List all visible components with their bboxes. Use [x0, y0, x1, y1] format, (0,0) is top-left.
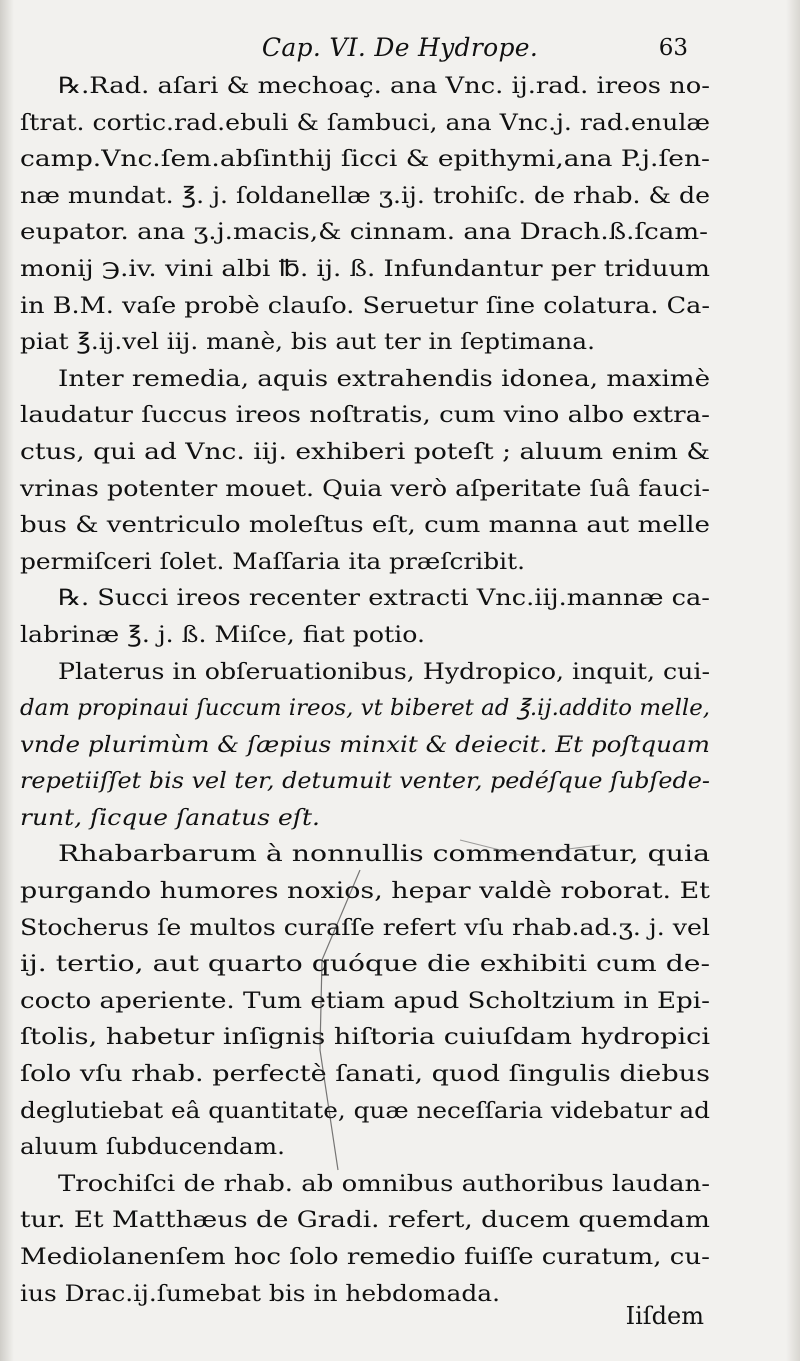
- text-line: [0, 1166, 800, 1203]
- text-line-content: tur. Et Matthæus de Gradi. refert, ducem quemdam: [20, 1207, 710, 1234]
- text-line: [0, 288, 800, 325]
- text-line-content: Inter remedia, aquis extrahendis idonea, maximè: [58, 365, 711, 392]
- text-line: [0, 1019, 800, 1056]
- page-number: 63: [658, 35, 688, 61]
- text-line: [0, 324, 800, 361]
- text-line-content: labrinæ ℥. j. ß. Miſce, fiat potio.: [20, 621, 425, 648]
- text-line-content: camp.Vnc.ſem.abſinthij ſicci & epithymi,ana P.j.ſen-: [20, 146, 710, 173]
- running-title: Cap. VI. De Hydrope.: [261, 33, 539, 62]
- text-line: [0, 105, 800, 142]
- text-line: [0, 580, 800, 617]
- catchword-row: [0, 1296, 800, 1336]
- text-line-content: runt, ſicque ſanatus eſt.: [20, 804, 321, 831]
- text-line: [0, 690, 800, 727]
- text-line: [0, 800, 800, 837]
- text-line: [0, 617, 800, 654]
- text-line: [0, 214, 800, 251]
- text-line-content: ius Drac.ij.ſumebat bis in hebdomada.: [20, 1280, 501, 1307]
- text-line: [0, 910, 800, 947]
- body-text: [0, 68, 800, 1312]
- text-line: [0, 251, 800, 288]
- text-line: [0, 178, 800, 215]
- text-line-content: laudatur ſuccus ireos noſtratis, cum vino albo extra-: [20, 402, 711, 429]
- text-line-content: næ mundat. ℥. j. ſoldanellæ ʒ.ij. trohiſc. de rhab. & de: [20, 182, 711, 209]
- text-line-content: ℞.Rad. aſari & mechoaç. ana Vnc. ij.rad. ireos no-: [58, 73, 710, 99]
- text-line: [0, 507, 800, 544]
- text-line: [0, 1202, 800, 1239]
- text-line: [0, 544, 800, 581]
- text-line: [0, 1239, 800, 1276]
- text-line: [0, 763, 800, 800]
- text-line: [0, 836, 800, 873]
- text-line-content: in B.M. vaſe probè clauſo. Seruetur ſine colatura. Ca-: [20, 292, 711, 319]
- text-line-content: aluum ſubducendam.: [20, 1134, 285, 1161]
- text-line-content: repetiiſſet bis vel ter, detumuit venter, pedéſque ſubſede-: [20, 768, 710, 795]
- text-line-content: cocto aperiente. Tum etiam apud Scholtzium in Epi-: [20, 987, 710, 1014]
- text-line: [0, 1129, 800, 1166]
- text-line: [0, 471, 800, 508]
- text-line-content: Rhabarbarum à nonnullis commendatur, quia: [58, 841, 710, 868]
- text-line: [0, 361, 800, 398]
- text-line-content: monij ℈.iv. vini albi ℔. ij. ß. Infundantur per triduum: [20, 255, 711, 282]
- text-line-content: ſolo vſu rhab. perfectè ſanati, quod ſingulis diebus: [20, 1061, 710, 1088]
- text-line: [0, 1093, 800, 1130]
- text-line-content: vrinas potenter mouet. Quia verò aſperitate ſuâ fauci-: [20, 475, 711, 502]
- catchword: Iiſdem: [625, 1302, 704, 1330]
- text-line: [0, 983, 800, 1020]
- text-line-content: deglutiebat eâ quantitate, quæ neceſſaria videbatur ad: [20, 1097, 711, 1124]
- text-line-content: Mediolanenſem hoc ſolo remedio fuiſſe curatum, cu-: [20, 1244, 710, 1270]
- text-line: [0, 141, 800, 178]
- text-line-content: Stocherus ſe multos curaſſe refert vſu rhab.ad.ʒ. j. vel: [20, 914, 710, 941]
- text-line-content: dam propinaui ſuccum ireos, vt biberet ad ℥.ij.addito melle,: [20, 695, 711, 722]
- text-line: [0, 727, 800, 764]
- text-line-content: piat ℥.ij.vel iij. manè, bis aut ter in ſeptimana.: [20, 329, 595, 356]
- text-line-content: eupator. ana ʒ.j.macis,& cinnam. ana Drach.ß.ſcam-: [20, 219, 708, 246]
- text-line: [0, 68, 800, 105]
- text-line-content: permiſceri ſolet. Maſſaria ita præſcribit.: [20, 548, 525, 575]
- text-line: [0, 1056, 800, 1093]
- page-header: [0, 30, 800, 66]
- text-line-content: bus & ventriculo moleſtus eſt, cum manna aut melle: [20, 512, 710, 539]
- text-line: [0, 946, 800, 983]
- text-line-content: ſtrat. cortic.rad.ebuli & ſambuci, ana Vnc.j. rad.enulæ: [20, 109, 711, 136]
- text-line-content: purgando humores noxios, hepar valdè roborat. Et: [20, 878, 710, 905]
- text-line: [0, 397, 800, 434]
- text-line-content: Trochiſci de rhab. ab omnibus authoribus laudan-: [58, 1170, 711, 1197]
- text-line-content: ctus, qui ad Vnc. iij. exhiberi poteſt ; aluum enim &: [20, 438, 710, 465]
- text-line-content: ℞. Succi ireos recenter extracti Vnc.iij.mannæ ca-: [58, 585, 710, 612]
- text-line: [0, 654, 800, 691]
- text-line: [0, 434, 800, 471]
- text-line: [0, 873, 800, 910]
- text-line-content: ſtolis, habetur inſignis hiſtoria cuiuſdam hydropici: [20, 1024, 711, 1051]
- text-line-content: vnde plurimùm & ſæpius minxit & deiecit. Et poſtquam: [20, 731, 711, 758]
- text-line-content: ij. tertio, aut quarto quóque die exhibiti cum de-: [20, 951, 711, 978]
- text-line-content: Platerus in obſeruationibus, Hydropico, inquit, cui-: [58, 658, 711, 685]
